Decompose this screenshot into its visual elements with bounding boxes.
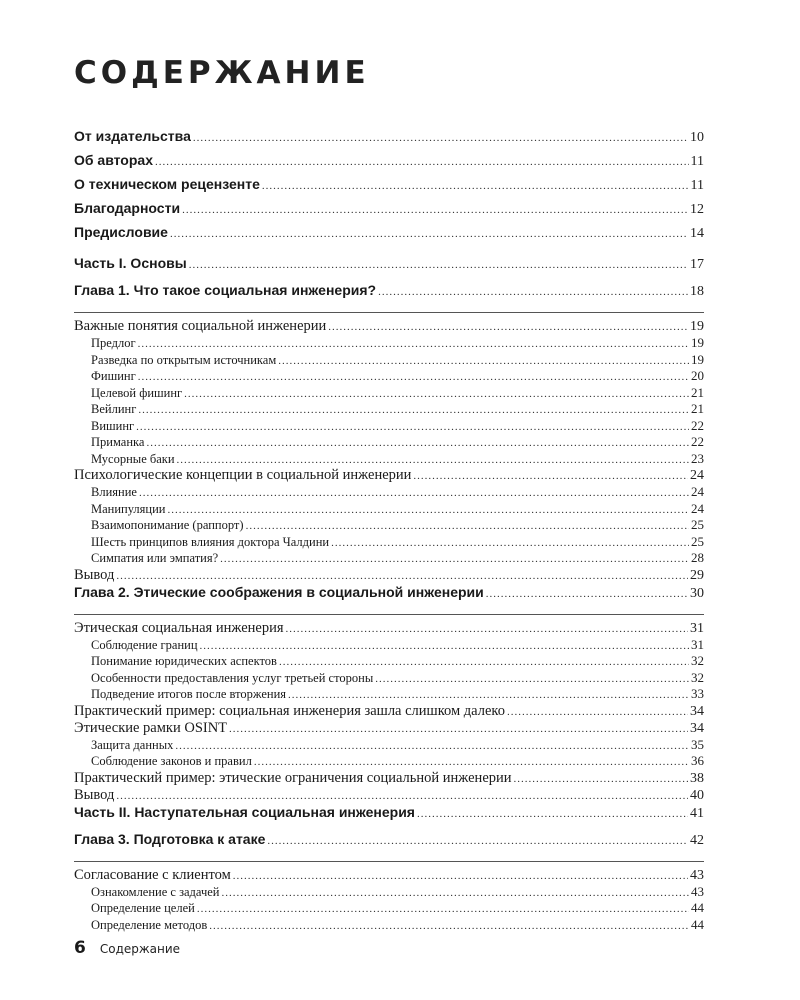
toc-entry-page: 23 bbox=[691, 450, 704, 466]
dot-leader bbox=[417, 808, 688, 820]
toc-entry-title: Шесть принципов влияния доктора Чалдини bbox=[91, 534, 330, 549]
toc-entry-chapter bbox=[74, 584, 704, 611]
toc-entry-title: Глава 3. Подготовка к атаке bbox=[74, 830, 266, 847]
toc-entry-page: 24 bbox=[690, 468, 704, 483]
dot-leader bbox=[200, 640, 689, 652]
dot-leader bbox=[136, 421, 689, 433]
toc-entry-section bbox=[74, 787, 704, 804]
toc-entry-page: 43 bbox=[691, 883, 704, 899]
toc-entry-page: 12 bbox=[690, 202, 704, 217]
toc-entry-sub bbox=[74, 550, 704, 567]
dot-leader bbox=[507, 706, 688, 718]
toc-entry-part bbox=[74, 804, 704, 831]
dot-leader bbox=[233, 870, 688, 882]
toc-entry-page: 11 bbox=[690, 178, 704, 193]
toc-entry-page: 19 bbox=[691, 351, 704, 367]
toc-entry-title: Вишинг bbox=[91, 418, 135, 433]
toc-entry-section bbox=[74, 567, 704, 584]
toc-entry-page: 10 bbox=[690, 130, 704, 145]
toc-entry-title: Вейлинг bbox=[91, 402, 137, 416]
toc-entry-sub bbox=[74, 352, 704, 369]
toc-entry-page: 28 bbox=[691, 550, 704, 565]
dot-leader bbox=[139, 487, 689, 499]
toc-entry-page: 19 bbox=[690, 319, 704, 334]
toc-entry-section bbox=[74, 318, 704, 335]
toc-entry-page: 34 bbox=[690, 703, 704, 719]
toc-entry-page: 21 bbox=[691, 401, 704, 416]
toc-entry-page: 40 bbox=[690, 787, 704, 803]
toc-entry-title: От издательства bbox=[74, 128, 191, 144]
toc-entry-section bbox=[74, 770, 704, 787]
toc-entry-title: Целевой фишинг bbox=[91, 385, 183, 400]
dot-leader bbox=[182, 204, 688, 216]
toc-entry-sub bbox=[74, 686, 704, 703]
toc-entry-page: 19 bbox=[691, 335, 704, 350]
dot-leader bbox=[138, 404, 689, 416]
toc-entry-sub bbox=[74, 385, 704, 402]
toc-entry-title: Особенности предоставления услуг третьей стороны bbox=[91, 670, 374, 685]
toc-entry-front bbox=[74, 200, 704, 224]
dot-leader bbox=[220, 553, 689, 565]
toc-entry-title: Глава 1. Что такое социальная инженерия? bbox=[74, 282, 377, 298]
table-of-contents bbox=[74, 128, 704, 933]
dot-leader bbox=[288, 689, 689, 701]
toc-entry-title: Предисловие bbox=[74, 224, 168, 240]
toc-entry-front bbox=[74, 224, 704, 248]
toc-entry-title: Об авторах bbox=[74, 152, 153, 168]
toc-entry-sub bbox=[74, 753, 704, 770]
dot-leader bbox=[378, 286, 688, 298]
toc-entry-page: 30 bbox=[690, 585, 704, 601]
dot-leader bbox=[170, 228, 688, 240]
toc-entry-page: 31 bbox=[691, 636, 704, 652]
toc-entry-page: 21 bbox=[691, 384, 704, 400]
toc-entry-title: Соблюдение законов и правил bbox=[91, 754, 252, 768]
toc-entry-title: Вывод bbox=[74, 786, 115, 803]
page-number: 6 bbox=[74, 938, 86, 958]
toc-entry-page: 41 bbox=[690, 805, 704, 821]
toc-entry-page: 43 bbox=[690, 867, 704, 883]
toc-entry-front bbox=[74, 128, 704, 152]
toc-entry-sub bbox=[74, 637, 704, 654]
dot-leader bbox=[168, 504, 690, 516]
dot-leader bbox=[279, 656, 689, 668]
toc-entry-title: Защита данных bbox=[91, 737, 174, 752]
toc-entry-page: 22 bbox=[691, 434, 704, 449]
toc-entry-title: Согласование с клиентом bbox=[74, 866, 231, 883]
toc-entry-page: 22 bbox=[691, 417, 704, 433]
page-title: СОДЕРЖАНИЕ bbox=[74, 55, 370, 91]
toc-entry-page: 38 bbox=[690, 770, 704, 786]
dot-leader bbox=[184, 388, 689, 400]
dot-leader bbox=[331, 537, 689, 549]
toc-entry-sub bbox=[74, 418, 704, 435]
toc-entry-page: 32 bbox=[691, 669, 704, 685]
dot-leader bbox=[246, 520, 689, 532]
toc-entry-title: Понимание юридических аспектов bbox=[91, 654, 277, 668]
dot-leader bbox=[486, 588, 688, 600]
dot-leader bbox=[328, 321, 688, 333]
toc-entry-chapter bbox=[74, 831, 704, 858]
toc-entry-page: 25 bbox=[691, 533, 704, 549]
toc-entry-page: 35 bbox=[691, 736, 704, 752]
toc-entry-section bbox=[74, 620, 704, 637]
dot-leader bbox=[193, 132, 688, 144]
dot-leader bbox=[262, 180, 689, 192]
toc-entry-page: 34 bbox=[690, 720, 704, 736]
toc-entry-title: Фишинг bbox=[91, 369, 136, 383]
dot-leader bbox=[209, 920, 689, 932]
toc-entry-title: Важные понятия социальной инженерии bbox=[74, 318, 327, 334]
toc-entry-page: 11 bbox=[690, 154, 704, 169]
dot-leader bbox=[189, 259, 688, 271]
toc-entry-part bbox=[74, 255, 704, 282]
toc-entry-sub bbox=[74, 484, 704, 501]
toc-entry-title: Манипуляции bbox=[91, 501, 166, 516]
toc-entry-section bbox=[74, 867, 704, 884]
running-head: Содержание bbox=[99, 942, 181, 956]
page-footer bbox=[74, 938, 180, 958]
toc-entry-title: Соблюдение границ bbox=[91, 637, 198, 652]
toc-entry-sub bbox=[74, 401, 704, 418]
toc-entry-title: Предлог bbox=[91, 336, 136, 350]
toc-entry-page: 42 bbox=[690, 832, 704, 848]
dot-leader bbox=[222, 887, 690, 899]
toc-entry-sub bbox=[74, 451, 704, 468]
toc-entry-title: Благодарности bbox=[74, 200, 181, 216]
toc-entry-title: Практический пример: этические ограничения социальной инженерии bbox=[74, 769, 512, 786]
dot-leader bbox=[155, 156, 689, 168]
toc-entry-section bbox=[74, 720, 704, 737]
dot-leader bbox=[514, 773, 688, 785]
toc-entry-page: 20 bbox=[691, 368, 704, 383]
toc-entry-sub bbox=[74, 517, 704, 534]
toc-entry-title: Глава 2. Этические соображения в социальной инженерии bbox=[74, 583, 484, 600]
dot-leader bbox=[146, 437, 689, 449]
toc-entry-page: 44 bbox=[691, 916, 704, 932]
toc-entry-page: 31 bbox=[690, 620, 704, 636]
toc-entry-sub bbox=[74, 335, 704, 352]
toc-entry-sub bbox=[74, 737, 704, 754]
toc-entry-front bbox=[74, 176, 704, 200]
dot-leader bbox=[254, 756, 689, 768]
toc-entry-title: Разведка по открытым источникам bbox=[91, 352, 277, 367]
toc-entry-page: 33 bbox=[691, 686, 704, 701]
toc-entry-sub bbox=[74, 434, 704, 451]
toc-entry-title: Этическая социальная инженерия bbox=[74, 619, 284, 636]
toc-entry-page: 24 bbox=[691, 484, 704, 499]
toc-entry-sub bbox=[74, 917, 704, 934]
toc-entry-title: О техническом рецензенте bbox=[74, 176, 260, 192]
toc-entry-sub bbox=[74, 534, 704, 551]
dot-leader bbox=[197, 903, 689, 915]
toc-entry-chapter bbox=[74, 282, 704, 309]
dot-leader bbox=[138, 338, 689, 350]
toc-entry-sub bbox=[74, 884, 704, 901]
dot-leader bbox=[286, 623, 688, 635]
toc-entry-sub bbox=[74, 900, 704, 917]
toc-entry-title: Вывод bbox=[74, 566, 115, 583]
toc-entry-title: Психологические концепции в социальной инженерии bbox=[74, 467, 412, 483]
dot-leader bbox=[278, 355, 689, 367]
toc-entry-page: 24 bbox=[691, 500, 704, 516]
toc-entry-title: Практический пример: социальная инженерия зашла слишком далеко bbox=[74, 702, 505, 719]
dot-leader bbox=[175, 740, 689, 752]
toc-entry-page: 36 bbox=[691, 753, 704, 768]
toc-entry-sub bbox=[74, 670, 704, 687]
toc-entry-title: Этические рамки OSINT bbox=[74, 719, 228, 736]
toc-entry-title: Определение целей bbox=[91, 901, 195, 915]
toc-entry-title: Ознакомление с задачей bbox=[91, 884, 220, 899]
toc-entry-title: Взаимопонимание (раппорт) bbox=[91, 518, 244, 532]
toc-entry-page: 29 bbox=[690, 567, 704, 583]
dot-leader bbox=[375, 673, 689, 685]
toc-entry-title: Часть I. Основы bbox=[74, 255, 187, 271]
toc-entry-page: 32 bbox=[691, 653, 704, 668]
chapter-divider bbox=[74, 614, 704, 615]
dot-leader bbox=[116, 570, 688, 582]
dot-leader bbox=[229, 723, 688, 735]
toc-entry-title: Часть II. Наступательная социальная инженерия bbox=[74, 803, 415, 820]
toc-entry-title: Определение методов bbox=[91, 917, 208, 932]
toc-entry-section bbox=[74, 703, 704, 720]
toc-entry-page: 14 bbox=[690, 226, 704, 241]
toc-entry-sub bbox=[74, 368, 704, 385]
toc-entry-page: 25 bbox=[691, 517, 704, 532]
dot-leader bbox=[267, 835, 688, 847]
dot-leader bbox=[177, 454, 689, 466]
chapter-divider bbox=[74, 861, 704, 862]
toc-entry-section bbox=[74, 467, 704, 484]
dot-leader bbox=[116, 790, 688, 802]
toc-entry-page: 44 bbox=[691, 900, 704, 915]
dot-leader bbox=[413, 470, 688, 482]
toc-entry-page: 17 bbox=[690, 257, 704, 272]
chapter-divider bbox=[74, 312, 704, 313]
toc-entry-title: Приманка bbox=[91, 435, 145, 449]
toc-entry-sub bbox=[74, 653, 704, 670]
toc-entry-title: Подведение итогов после вторжения bbox=[91, 687, 287, 701]
dot-leader bbox=[138, 371, 689, 383]
toc-entry-title: Влияние bbox=[91, 485, 137, 499]
toc-entry-page: 18 bbox=[690, 284, 704, 299]
toc-entry-front bbox=[74, 152, 704, 176]
toc-entry-title: Мусорные баки bbox=[91, 451, 175, 466]
toc-entry-sub bbox=[74, 501, 704, 518]
toc-entry-title: Симпатия или эмпатия? bbox=[91, 551, 219, 565]
